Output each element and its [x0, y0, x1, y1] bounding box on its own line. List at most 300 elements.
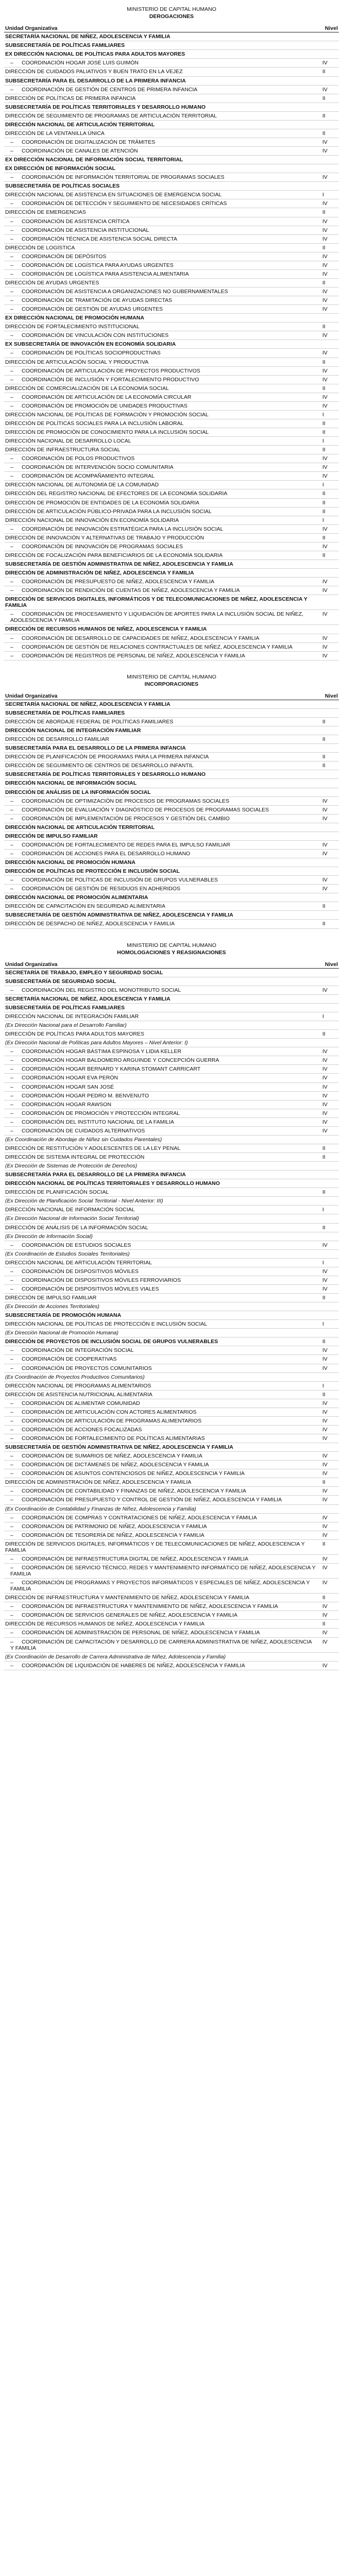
unit-name: – COORDINACIÓN DE ASISTENCIA A ORGANIZACIONES NO GUBERNAMENTALES	[5, 289, 322, 295]
table-row	[4, 788, 339, 797]
unit-name: – COORDINACIÓN DE DETECCIÓN Y SEGUIMIENTO DE NECESIDADES CRÍTICAS	[5, 200, 322, 207]
unit-level: II	[322, 209, 325, 216]
unit-name: – COORDINACIÓN DE INTERVENCIÓN SOCIO COMUNITARIA	[5, 464, 322, 470]
table-row	[4, 1074, 339, 1082]
unit-level: IV	[322, 806, 328, 813]
table-row	[4, 454, 339, 463]
table-row	[4, 86, 339, 94]
unit-name: – COORDINACIÓN DE COMPRAS Y CONTRATACIONES DE NIÑEZ, ADOLESCENCIA Y FAMILIA	[5, 1515, 322, 1521]
unit-name: DIRECCIÓN DE PLANIFICACIÓN DE PROGRAMAS PARA LA PRIMERA INFANCIA	[5, 754, 209, 760]
unit-level: IV	[322, 1268, 328, 1275]
table-row	[4, 1662, 339, 1670]
unit-level: IV	[322, 841, 328, 848]
unit-name: DIRECCIÓN DE IMPULSO FAMILIAR	[5, 1295, 97, 1301]
table-row	[4, 1452, 339, 1461]
unit-name: – COORDINACIÓN DE CAPACITACIÓN Y DESARROLLO DE CARRERA ADMINISTRATIVA DE NIÑEZ, ADOLESCENCIA Y FAMILIA	[5, 1639, 322, 1651]
unit-name: SECRETARÍA NACIONAL DE NIÑEZ, ADOLESCENCIA Y FAMILIA	[5, 995, 170, 1002]
unit-name: – COORDINACIÓN DE SUMARIOS DE NIÑEZ, ADOLESCENCIA Y FAMILIA	[5, 1453, 322, 1459]
unit-name: – COORDINACIÓN DE INFRAESTRUCTURA DIGITAL DE NIÑEZ, ADOLESCENCIA Y FAMILIA	[5, 1556, 322, 1562]
unit-name: – COORDINACIÓN DE PROMOCIÓN Y PROTECCIÓN INTEGRAL	[5, 1110, 322, 1116]
table-row	[4, 402, 339, 411]
table-row	[4, 419, 339, 428]
unit-level: IV	[322, 1417, 328, 1424]
unit-level: IV	[322, 1612, 328, 1619]
unit-level: IV	[322, 798, 328, 804]
unit-name: – COORDINACIÓN DE COOPERATIVAS	[5, 1356, 322, 1362]
table-row	[4, 832, 339, 841]
unit-level: II	[322, 1145, 325, 1151]
unit-level: IV	[322, 1580, 328, 1586]
unit-name: DIRECCIÓN DE PROMOCIÓN DE ENTIDADES DE LA ECONOMÍA SOLIDARIA	[5, 499, 199, 506]
table-row	[4, 94, 339, 103]
table-row	[4, 1250, 339, 1259]
unit-level: IV	[322, 402, 328, 409]
unit-name: – COORDINACIÓN DE IMPLEMENTACIÓN DE PROCESOS Y GESTIÓN DEL CAMBIO	[5, 816, 322, 822]
unit-level: IV	[322, 1285, 328, 1292]
unit-name: DIRECCIÓN DE RECURSOS HUMANOS DE NIÑEZ, ADOLESCENCIA Y FAMILIA	[5, 1621, 205, 1628]
unit-level: IV	[322, 455, 328, 462]
unit-level: IV	[322, 1426, 328, 1433]
unit-level: IV	[322, 1514, 328, 1521]
unit-level: II	[322, 385, 325, 392]
unit-level: IV	[322, 350, 328, 357]
table-row	[4, 1224, 339, 1232]
unit-name: – COORDINACIÓN DE INTEGRACIÓN SOCIAL	[5, 1347, 322, 1353]
unit-name: DIRECCIÓN DE ARTICULACIÓN PÚBLICO-PRIVADA PARA LA INCLUSIÓN SOCIAL	[5, 508, 212, 515]
unit-name: DIRECCIÓN DE SERVICIOS DIGITALES, INFORMÁTICOS Y DE TELECOMUNICACIONES DE NIÑEZ, ADOLESCENCIA Y FAMILIA	[5, 1540, 305, 1553]
table-row	[4, 911, 339, 920]
unit-name: DIRECCIÓN DEL REGISTRO NACIONAL DE EFECTORES DE LA ECONOMÍA SOLIDARIA	[5, 490, 228, 497]
unit-name: – COORDINACIÓN DE PRESUPUESTO Y CONTROL DE GESTIÓN DE NIÑEZ, ADOLESCENCIA Y FAMILIA	[5, 1497, 322, 1503]
table-row	[4, 1373, 339, 1382]
unit-level: IV	[322, 1453, 328, 1460]
table-row	[4, 534, 339, 543]
unit-level: IV	[322, 1523, 328, 1530]
table-row	[4, 718, 339, 726]
unit-level: II	[322, 447, 325, 453]
unit-level: II	[322, 1595, 325, 1601]
table-row	[4, 1206, 339, 1214]
unit-name: DIRECCIÓN DE ABORDAJE FEDERAL DE POLÍTICAS FAMILIARES	[5, 719, 174, 725]
table-row	[4, 103, 339, 112]
unit-level: II	[322, 1154, 325, 1160]
unit-level: II	[322, 719, 325, 725]
table-row	[4, 595, 339, 610]
unit-level: I	[322, 1382, 324, 1389]
unit-name: EX DIRECCIÓN NACIONAL DE POLÍTICAS PARA ADULTOS MAYORES	[5, 51, 185, 58]
unit-name: DIRECCIÓN DE RESTITUCIÓN Y ADOLESCENTES DE LA LEY PENAL	[5, 1145, 181, 1151]
unit-name: EX DIRECCIÓN DE INFORMACIÓN SOCIAL	[5, 165, 116, 172]
unit-level: IV	[322, 306, 328, 313]
table-row	[4, 735, 339, 744]
unit-level: IV	[322, 1470, 328, 1477]
table-row	[4, 1144, 339, 1153]
unit-name: – COORDINACIÓN DE OPTIMIZACIÓN DE PROCESOS DE PROGRAMAS SOCIALES	[5, 798, 322, 804]
table-row	[4, 726, 339, 735]
table-row	[4, 1531, 339, 1540]
table-row	[4, 1346, 339, 1355]
unit-name: – COORDINACIÓN DE DISPOSITIVOS MÓVILES FERROVIARIOS	[5, 1277, 322, 1283]
unit-name: SECRETARÍA DE TRABAJO, EMPLEO Y SEGURIDAD SOCIAL	[5, 969, 163, 976]
unit-name: DIRECCIÓN NACIONAL DE POLÍTICAS DE PROTECCIÓN E INCLUSIÓN SOCIAL	[5, 1321, 208, 1328]
unit-level: IV	[322, 1462, 328, 1468]
unit-name: – COORDINACIÓN DE POLOS PRODUCTIVOS	[5, 455, 322, 462]
unit-level: IV	[322, 139, 328, 145]
table-row	[4, 1629, 339, 1637]
ministry-title: MINISTERIO DE CAPITAL HUMANO	[127, 6, 216, 12]
table-row	[4, 841, 339, 850]
table-header	[4, 25, 339, 32]
table-row	[4, 625, 339, 634]
unit-level: II	[322, 1031, 325, 1038]
table-row	[4, 1294, 339, 1302]
unit-name: – COORDINACIÓN DE REGISTROS DE PERSONAL DE NIÑEZ, ADOLESCENCIA Y FAMILIA	[5, 653, 322, 659]
table-row	[4, 349, 339, 358]
unit-name: – COORDINACIÓN DE ARTICULACIÓN DE PROYECTOS PRODUCTIVOS	[5, 368, 322, 374]
unit-name: – COORDINACIÓN DEL INSTITUTO NACIONAL DE LA FAMILIA	[5, 1119, 322, 1125]
unit-name: DIRECCIÓN DE ANÁLISIS DE LA INFORMACIÓN SOCIAL	[5, 1224, 148, 1231]
unit-name: – COORDINACIÓN DE INNOVACIÓN ESTRATÉGICA PARA LA INCLUSIÓN SOCIAL	[5, 526, 322, 532]
unit-name: – COORDINACIÓN DE POLÍTICAS DE INCLUSIÓN DE GRUPOS VULNERABLES	[5, 877, 322, 883]
unit-name: DIRECCIÓN DE ANÁLISIS DE LA INFORMACIÓN SOCIAL	[5, 789, 151, 795]
unit-name: (Ex Dirección de Acciones Territoriales)	[5, 1303, 100, 1310]
unit-name: (Ex Dirección de Información Social)	[5, 1233, 93, 1240]
unit-name: (Ex Dirección de Planificación Social Territorial - Nivel Anterior: III)	[5, 1198, 163, 1205]
unit-name: – COORDINACIÓN DE ASISTENCIA INSTITUCIONAL	[5, 227, 322, 233]
column-header-unit: Unidad Organizativa	[5, 692, 58, 699]
table-row	[4, 1469, 339, 1478]
table-row	[4, 173, 339, 182]
unit-level: IV	[322, 635, 328, 641]
unit-level: IV	[322, 543, 328, 550]
unit-name: – COORDINACIÓN DE SERVICIOS GENERALES DE NIÑEZ, ADOLESCENCIA Y FAMILIA	[5, 1612, 322, 1618]
table-row	[4, 41, 339, 50]
table-row	[4, 1214, 339, 1223]
unit-name: SUBSECRETARÍA DE GESTIÓN ADMINISTRATIVA DE NIÑEZ, ADOLESCENCIA Y FAMILIA	[5, 912, 233, 919]
unit-name: – COORDINACIÓN DE PATRIMONIO DE NIÑEZ, ADOLESCENCIA Y FAMILIA	[5, 1523, 322, 1530]
section-subtitle: HOMOLOGACIONES Y REASIGNACIONES	[117, 949, 226, 956]
unit-name: SUBSECRETARÍA DE POLÍTICAS TERRITORIALES Y DESARROLLO HUMANO	[5, 771, 206, 778]
table-row	[4, 1153, 339, 1162]
unit-name: SUBSECRETARÍA DE POLÍTICAS TERRITORIALES Y DESARROLLO HUMANO	[5, 104, 206, 110]
unit-name: – COORDINACIÓN DE ARTICULACIÓN DE LA ECONOMÍA CIRCULAR	[5, 394, 322, 400]
unit-level: II	[322, 1189, 325, 1196]
table-header	[4, 961, 339, 969]
table-row	[4, 1092, 339, 1100]
ministry-title: MINISTERIO DE CAPITAL HUMANO	[127, 942, 216, 948]
table-row	[4, 797, 339, 806]
table-row	[4, 1004, 339, 1012]
unit-name: (Ex Dirección Nacional para el Desarrollo Familiar)	[5, 1022, 127, 1029]
unit-level: IV	[322, 886, 328, 892]
table-row	[4, 331, 339, 340]
unit-level: II	[322, 552, 325, 558]
unit-level: II	[322, 359, 325, 365]
unit-name: DIRECCIÓN NACIONAL DE INTEGRACIÓN FAMILIAR	[5, 1013, 139, 1020]
unit-level: IV	[322, 1638, 328, 1645]
unit-name: – COORDINACIÓN HOGAR PEDRO M. BENVENUTO	[5, 1093, 322, 1099]
document-page	[4, 0, 339, 1694]
table-row	[4, 1461, 339, 1469]
table-row	[4, 876, 339, 885]
unit-name: – COORDINACIÓN DE PROCESAMIENTO Y LIQUIDACIÓN DE APORTES PARA LA INCLUSIÓN SOCIAL DE NIÑEZ, ADOLESCENCIA Y FAMILIA	[5, 611, 322, 623]
unit-name: SECRETARÍA NACIONAL DE NIÑEZ, ADOLESCENCIA Y FAMILIA	[5, 33, 170, 40]
unit-level: IV	[322, 1555, 328, 1562]
table-row	[4, 489, 339, 498]
table-row	[4, 367, 339, 376]
unit-name: DIRECCIÓN NACIONAL DE ARTICULACIÓN TERRITORIAL	[5, 824, 155, 831]
table-row	[4, 208, 339, 217]
unit-level: I	[322, 1259, 324, 1266]
unit-level: IV	[322, 464, 328, 471]
table-row	[4, 770, 339, 779]
unit-level: IV	[322, 1118, 328, 1125]
unit-level: IV	[322, 1092, 328, 1099]
table-row	[4, 121, 339, 129]
unit-level: IV	[322, 218, 328, 225]
unit-level: IV	[322, 473, 328, 480]
unit-name: – COORDINACIÓN DE ALIMENTAR COMUNIDAD	[5, 1400, 322, 1406]
unit-level: IV	[322, 1277, 328, 1283]
unit-name: DIRECCIÓN DE DESARROLLO FAMILIAR	[5, 736, 109, 743]
table-row	[4, 384, 339, 393]
table-row	[4, 1620, 339, 1629]
unit-name: – COORDINACIÓN DE GESTIÓN DE CENTROS DE PRIMERA INFANCIA	[5, 87, 322, 93]
table-row	[4, 67, 339, 76]
table-row	[4, 1012, 339, 1021]
unit-level: I	[322, 482, 324, 488]
unit-level: II	[322, 499, 325, 506]
unit-name: DIRECCIÓN DE ADMINISTRACIÓN DE NIÑEZ, ADOLESCENCIA Y FAMILIA	[5, 570, 194, 576]
unit-name: DIRECCIÓN NACIONAL DE PROMOCIÓN ALIMENTARIA	[5, 894, 148, 901]
unit-level: II	[322, 762, 325, 769]
unit-level: IV	[322, 289, 328, 295]
unit-name: DIRECCIÓN NACIONAL DE PROGRAMAS ALIMENTARIOS	[5, 1382, 151, 1389]
table-row	[4, 823, 339, 832]
unit-level: IV	[322, 60, 328, 66]
unit-name: – COORDINACIÓN DE ARTICULACIÓN DE PROGRAMAS ALIMENTARIOS	[5, 1418, 322, 1424]
unit-name: EX DIRECCIÓN NACIONAL DE PROMOCIÓN HUMANA	[5, 315, 144, 321]
unit-name: DIRECCIÓN DE POLÍTICAS DE PROTECCIÓN E INCLUSIÓN SOCIAL	[5, 868, 180, 875]
table-row	[4, 1382, 339, 1391]
unit-name: – COORDINACIÓN DE ASUNTOS CONTENCIOSOS DE NIÑEZ, ADOLESCENCIA Y FAMILIA	[5, 1470, 322, 1477]
unit-name: SUBSECRETARÍA DE POLÍTICAS FAMILIARES	[5, 709, 125, 716]
table-row	[4, 244, 339, 252]
unit-name: DIRECCIÓN DE COMERCIALIZACIÓN DE LA ECONOMÍA SOCIAL	[5, 385, 169, 392]
unit-name: – COORDINACIÓN DE ACCIONES PARA EL DESARROLLO HUMANO	[5, 851, 322, 857]
unit-name: (Ex Dirección Nacional de Información Social Territorial)	[5, 1215, 139, 1222]
unit-name: – COORDINACIÓN DE LOGÍSTICA PARA ASISTENCIA ALIMENTARIA	[5, 271, 322, 277]
unit-name: – COORDINACIÓN DE PROGRAMAS Y PROYECTOS INFORMÁTICOS Y ESPECIALES DE NIÑEZ, ADOLESCENCIA Y FAMILIA	[5, 1580, 322, 1592]
column-header-level: Nivel	[324, 961, 338, 968]
table-row	[4, 481, 339, 489]
unit-name: DIRECCIÓN DE FOCALIZACIÓN PARA BENEFICIARIOS DE LA ECONOMÍA SOLIDARIA	[5, 552, 223, 558]
unit-name: – COORDINACIÓN DE INNOVACIÓN DE PROGRAMAS SOCIALES	[5, 544, 322, 550]
unit-level: II	[322, 112, 325, 119]
unit-name: (Ex Coordinación de Abordaje de Niñez sin Cuidados Parentales)	[5, 1136, 162, 1143]
unit-level: IV	[322, 579, 328, 585]
unit-name: – COORDINACIÓN DE RENDICIÓN DE CUENTAS DE NIÑEZ, ADOLESCENCIA Y FAMILIA	[5, 587, 322, 594]
unit-name: – COORDINACIÓN DE ACOMPAÑAMIENTO INTEGRAL	[5, 473, 322, 479]
unit-level: IV	[322, 1662, 328, 1669]
table-row	[4, 199, 339, 208]
unit-name: EX SUBSECRETARÍA DE INNOVACIÓN EN ECONOMÍA SOLIDARIA	[5, 341, 176, 348]
table-row	[4, 296, 339, 305]
unit-name: SUBSECRETARÍA DE POLÍTICAS FAMILIARES	[5, 1004, 125, 1011]
table-row	[4, 1241, 339, 1250]
table-row	[4, 634, 339, 643]
table-row	[4, 305, 339, 314]
unit-level: IV	[322, 394, 328, 400]
unit-name: DIRECCIÓN DE LA VENTANILLA ÚNICA	[5, 130, 105, 137]
table-row	[4, 1285, 339, 1294]
unit-level: IV	[322, 1075, 328, 1081]
unit-name: DIRECCIÓN NACIONAL DE ARTICULACIÓN TERRITORIAL	[5, 121, 155, 128]
unit-name: DIRECCIÓN NACIONAL DE ARTICULACIÓN TERRITORIAL	[5, 1259, 152, 1266]
unit-name: – COORDINACIÓN DE CANALES DE ATENCIÓN	[5, 148, 322, 154]
table-row	[4, 551, 339, 560]
table-row	[4, 1522, 339, 1531]
unit-name: DIRECCIÓN NACIONAL DE INFORMACIÓN SOCIAL	[5, 1207, 135, 1213]
unit-level: IV	[322, 1409, 328, 1415]
unit-level: I	[322, 1321, 324, 1328]
unit-level: IV	[322, 1347, 328, 1354]
ministry-title: MINISTERIO DE CAPITAL HUMANO	[127, 673, 216, 680]
table-row	[4, 1337, 339, 1346]
unit-name: – COORDINACIÓN DE CUIDADOS ALTERNATIVOS	[5, 1128, 322, 1134]
unit-name: DIRECCIÓN DE ASISTENCIA NUTRICIONAL ALIMENTARIA	[5, 1391, 152, 1398]
table-row	[4, 446, 339, 454]
unit-name: DIRECCIÓN DE POLÍTICAS SOCIALES PARA LA INCLUSIÓN LABORAL	[5, 420, 184, 427]
table-row	[4, 1047, 339, 1056]
unit-level: II	[322, 1224, 325, 1231]
table-row	[4, 1118, 339, 1127]
unit-name: – COORDINACIÓN TÉCNICA DE ASISTENCIA SOCIAL DIRECTA	[5, 236, 322, 242]
table-row	[4, 1030, 339, 1039]
unit-level: IV	[322, 1066, 328, 1073]
table-row	[4, 1594, 339, 1602]
table-row	[4, 393, 339, 402]
unit-level: II	[322, 69, 325, 75]
table-row	[4, 709, 339, 718]
table-row	[4, 1505, 339, 1514]
table-row	[4, 902, 339, 911]
unit-level: IV	[322, 1603, 328, 1610]
table-row	[4, 1355, 339, 1364]
table-row	[4, 1638, 339, 1653]
unit-level: IV	[322, 1564, 328, 1571]
unit-name: DIRECCIÓN DE INFRAESTRUCTURA SOCIAL	[5, 447, 121, 453]
unit-level: II	[322, 508, 325, 515]
unit-name: – COORDINACIÓN DE PROMOCIÓN DE UNIDADES PRODUCTIVAS	[5, 403, 322, 409]
unit-name: – COORDINACIÓN HOGAR BÁSTIMA ESPINOSA Y LIDIA KELLER	[5, 1048, 322, 1055]
table-row	[4, 1039, 339, 1047]
table-row	[4, 261, 339, 270]
table-row	[4, 1083, 339, 1092]
table-row	[4, 1109, 339, 1118]
unit-level: II	[322, 279, 325, 286]
table-row	[4, 969, 339, 977]
unit-name: – COORDINACIÓN DE LOGÍSTICA PARA AYUDAS URGENTES	[5, 262, 322, 268]
unit-name: DIRECCIÓN DE PROMOCIÓN DE CONOCIMIENTO PARA LA INCLUSIÓN SOCIAL	[5, 429, 209, 435]
table-row	[4, 1391, 339, 1399]
unit-name: DIRECCIÓN NACIONAL DE DESARROLLO LOCAL	[5, 438, 131, 445]
table-row	[4, 1311, 339, 1320]
unit-name: SUBSECRETARÍA DE GESTIÓN ADMINISTRATIVA DE NIÑEZ, ADOLESCENCIA Y FAMILIA	[5, 561, 233, 567]
unit-level: IV	[322, 643, 328, 650]
unit-level: II	[322, 420, 325, 427]
unit-name: – COORDINACIÓN HOGAR EVA PERÓN	[5, 1075, 322, 1081]
table-row	[4, 1329, 339, 1337]
table-row	[4, 411, 339, 419]
table-row	[4, 543, 339, 551]
table-row	[4, 1540, 339, 1555]
unit-name: – COORDINACIÓN DE GESTIÓN DE RESIDUOS EN ADHERIDOS	[5, 886, 322, 892]
unit-level: IV	[322, 174, 328, 181]
table-row	[4, 516, 339, 525]
unit-name: DIRECCIÓN DE INNOVACIÓN Y ALTERNATIVAS DE TRABAJO Y PRODUCCIÓN	[5, 534, 204, 541]
unit-name: DIRECCIÓN DE POLÍTICAS PARA ADULTOS MAYORES	[5, 1031, 144, 1038]
table-row	[4, 806, 339, 815]
unit-level: I	[322, 1013, 324, 1020]
table-row	[4, 761, 339, 770]
table-row	[4, 858, 339, 867]
table-row	[4, 560, 339, 569]
unit-level: II	[322, 95, 325, 101]
unit-name: – COORDINACIÓN DE PRESUPUESTO DE NIÑEZ, ADOLESCENCIA Y FAMILIA	[5, 579, 322, 585]
unit-level: II	[322, 1621, 325, 1628]
unit-level: II	[322, 244, 325, 251]
unit-name: DIRECCIÓN NACIONAL DE POLÍTICAS TERRITORIALES Y DESARROLLO HUMANO	[5, 1180, 220, 1187]
unit-name: – COORDINACIÓN DE POLÍTICAS SOCIOPRODUCTIVAS	[5, 350, 322, 356]
unit-level: IV	[322, 1435, 328, 1442]
unit-name: DIRECCIÓN DE PROYECTOS DE INCLUSIÓN SOCIAL DE GRUPOS VULNERABLES	[5, 1338, 218, 1345]
unit-name: (Ex Coordinación de Estudios Sociales Territoriales)	[5, 1250, 130, 1257]
unit-name: – COORDINACIÓN DE TRAMITACIÓN DE AYUDAS DIRECTAS	[5, 297, 322, 303]
unit-name: SUBSECRETARÍA PARA EL DESARROLLO DE LA PRIMERA INFANCIA	[5, 1172, 186, 1178]
table-row	[4, 1302, 339, 1311]
unit-level: IV	[322, 200, 328, 207]
unit-name: DIRECCIÓN DE ARTICULACIÓN SOCIAL Y PRODUCTIVA	[5, 359, 149, 365]
unit-level: I	[322, 438, 324, 445]
table-row	[4, 610, 339, 625]
unit-name: – COORDINACIÓN DE VINCULACIÓN CON INSTITUCIONES	[5, 332, 322, 338]
unit-name: – COORDINACIÓN DE CONTABILIDAD Y FINANZAS DE NIÑEZ, ADOLESCENCIA Y FAMILIA	[5, 1488, 322, 1494]
unit-name: DIRECCIÓN NACIONAL DE INTEGRACIÓN FAMILIAR	[5, 727, 141, 734]
table-row	[4, 59, 339, 67]
table-row	[4, 744, 339, 753]
unit-level: IV	[322, 987, 328, 993]
unit-name: – COORDINACIÓN DE PROYECTOS COMUNITARIOS	[5, 1365, 322, 1371]
column-header-level: Nivel	[324, 692, 338, 699]
table-row	[4, 1056, 339, 1065]
unit-name: DIRECCIÓN NACIONAL DE PROMOCIÓN HUMANA	[5, 859, 135, 866]
table-row	[4, 340, 339, 349]
table-row	[4, 850, 339, 858]
table-row	[4, 643, 339, 652]
table-row	[4, 1171, 339, 1179]
unit-level: I	[322, 517, 324, 523]
unit-level: II	[322, 1391, 325, 1398]
unit-name: – COORDINACIÓN DE ARTICULACIÓN CON ACTORES ALIMENTARIOS	[5, 1409, 322, 1415]
column-header-level: Nivel	[324, 25, 338, 32]
unit-name: DIRECCIÓN NACIONAL DE POLÍTICAS DE FORMACIÓN Y PROMOCIÓN SOCIAL	[5, 411, 209, 418]
unit-level: IV	[322, 1630, 328, 1636]
unit-level: IV	[322, 587, 328, 594]
unit-name: – COORDINACIÓN DE DIGITALIZACIÓN DE TRÁMITES	[5, 139, 322, 145]
table-row	[4, 323, 339, 331]
unit-name: DIRECCIÓN DE POLÍTICAS DE PRIMERA INFANCIA	[5, 95, 136, 101]
